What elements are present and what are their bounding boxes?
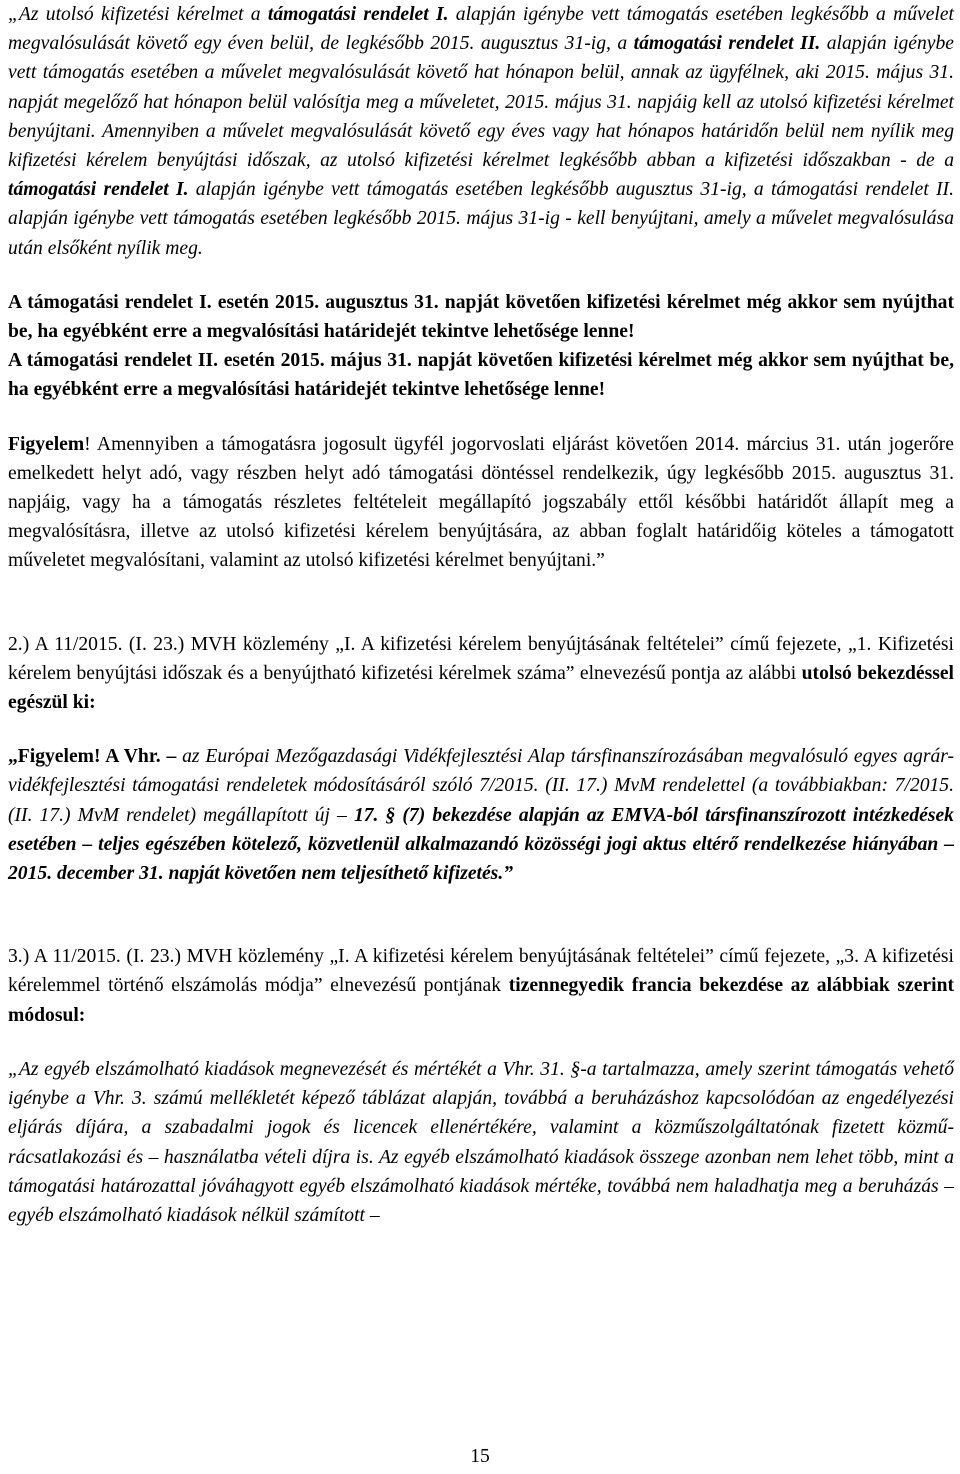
text-run: alapján igénybe vett támogatás esetében legkésőbb augusztus 31-ig, a támogatási rendelet II. alapján igénybe vett támogatás esetében legkésőbb 2015. május 31-ig - kell benyújtani, amely a művelet megvalósulása után elsőként nyílik meg. xyxy=(8,179,954,259)
paragraph-payment-deadline xyxy=(8,0,954,263)
paragraph-figyelem xyxy=(8,430,954,576)
text-run-bold: „Figyelem! A Vhr. – xyxy=(8,746,183,768)
page-number: 15 xyxy=(470,1446,490,1467)
text-run-bold: utolsó bekezdéssel egészül ki: xyxy=(8,662,955,714)
text-run-bold: tizennegyedik francia bekezdése az alábbiak szerint módosul: xyxy=(8,975,954,1026)
text-run-bold: támogatási rendelet II. xyxy=(633,33,821,55)
paragraph-expenses-quote: „Az egyéb elszámolható kiadások megnevezését és mértékét a Vhr. 31. §-a tartalmazza, amely szerint támogatás vehető igénybe a Vhr. 3. számú mellékletét képező táblázat alapján, továbbá a beruházáshoz kapcsolódóan az engedélyezési eljárás díjára, a szabadalmi jogok és licencek ellenértékére, valamint a közműszolgáltatónak fizetett közmű-rácsatlakozási és – használatba vételi díjra is. Az egyéb elszámolható kiadások összege azonban nem lehet több, mint a támogatási határozattal jóváhagyott egyéb elszámolható kiadások mértéke, továbbá nem haladhatja meg a beruházás – egyéb elszámolható kiadások nélkül számított – xyxy=(8,1058,954,1226)
text-run-bold: támogatási rendelet I. xyxy=(8,179,189,201)
text-run: 2.) A 11/2015. (I. 23.) MVH közlemény „I. A kifizetési kérelem benyújtásának feltételei” című fejezete, „1. Kifizetési kérelem benyújtási időszak és a benyújtható kifizetési kérelmek száma” elnevezésű pontja az alábbi xyxy=(8,633,954,684)
document-page xyxy=(8,0,954,1230)
text-run: ! Amennyiben a támogatásra jogosult ügyfél jogorvoslati eljárást követően 2014. március 31. után jogerőre emelkedett helyt adó, vagy részben helyt adó támogatási döntéssel rendelkezik, úgy legkésőbb 2015. augusztus 31. napjáig, vagy ha a támogatás részletes feltételeit megállapító jogszabály ettől későbbi határidőt állapít meg a megvalósításra, illetve az utolsó kifizetési kérelem benyújtására, az abban foglalt határidőig köteles a támogatott műveletet megvalósítani, valamint az utolsó kifizetési kérelmet benyújtani.” xyxy=(8,433,954,572)
text-run: 3.) A 11/2015. (I. 23.) MVH közlemény „I. A kifizetési kérelem benyújtásának feltételei” című fejezete, „3. A kifizetési kérelemmel történő elszámolás módja” elnevezésű pontjának xyxy=(8,946,954,997)
text-run: alapján igénybe vett támogatás esetében a művelet megvalósulását követő hat hónapon belül, annak az ügyfélnek, aki 2015. május 31. napját megelőző hat hónapon belül valósítja meg a műveletet, 2015. május 31. napjáig kell az utolsó kifizetési kérelmet benyújtani. Amennyiben a művelet megvalósulását követő egy éves vagy hat hónapos határidőn belül nem nyílik meg kifizetési kérelem benyújtási időszak, az utolsó kifizetési kérelmet legkésőbb abban a kifizetési időszakban - de a xyxy=(8,33,954,172)
text-run-bold: Figyelem xyxy=(8,433,85,455)
paragraph-vhr-quote xyxy=(8,742,954,888)
text-run: alapján igénybe vett támogatás esetében legkésőbb a művelet megvalósulását követő egy éven belül, de legkésőbb 2015. augusztus 31-ig, a xyxy=(8,4,954,55)
paragraph-section-3 xyxy=(8,942,954,1030)
warning-rendelet-1: A támogatási rendelet I. esetén 2015. augusztus 31. napját követően kifizetési kérelmet még akkor sem nyújthat be, ha egyébként erre a megvalósítási határidejét tekintve lehetősége lenne! xyxy=(8,291,954,343)
warning-rendelet-2: A támogatási rendelet II. esetén 2015. május 31. napját követően kifizetési kérelmet még akkor sem nyújthat be, ha egyébként erre a megvalósítási határidejét tekintve lehetősége lenne! xyxy=(8,350,954,401)
text-run: „Az utolsó kifizetési kérelmet a xyxy=(8,4,268,25)
text-run-italic: az Európai Mezőgazdasági Vidékfejlesztési Alap társfinanszírozásában megvalósuló egyes agrár-vidékfejlesztési támogatási rendeletek módosításáról szóló 7/2015. (II. 17.) MvM rendelettel (a továbbiakban: 7/2015. (II. 17.) MvM rendelet) megállapított új – xyxy=(8,746,955,826)
text-run-bold-italic: 17. § (7) bekezdése alapján az EMVA-ból társfinanszírozott intézkedések esetében – teljes egészében kötelező, közvetlenül alkalmazandó közösségi jogi aktus eltérő rendelkezése hiányában – 2015. december 31. napját követően nem teljesíthető kifizetés.” xyxy=(8,804,954,885)
paragraph-section-2 xyxy=(8,630,954,718)
text-run-bold: támogatási rendelet I. xyxy=(267,4,449,25)
